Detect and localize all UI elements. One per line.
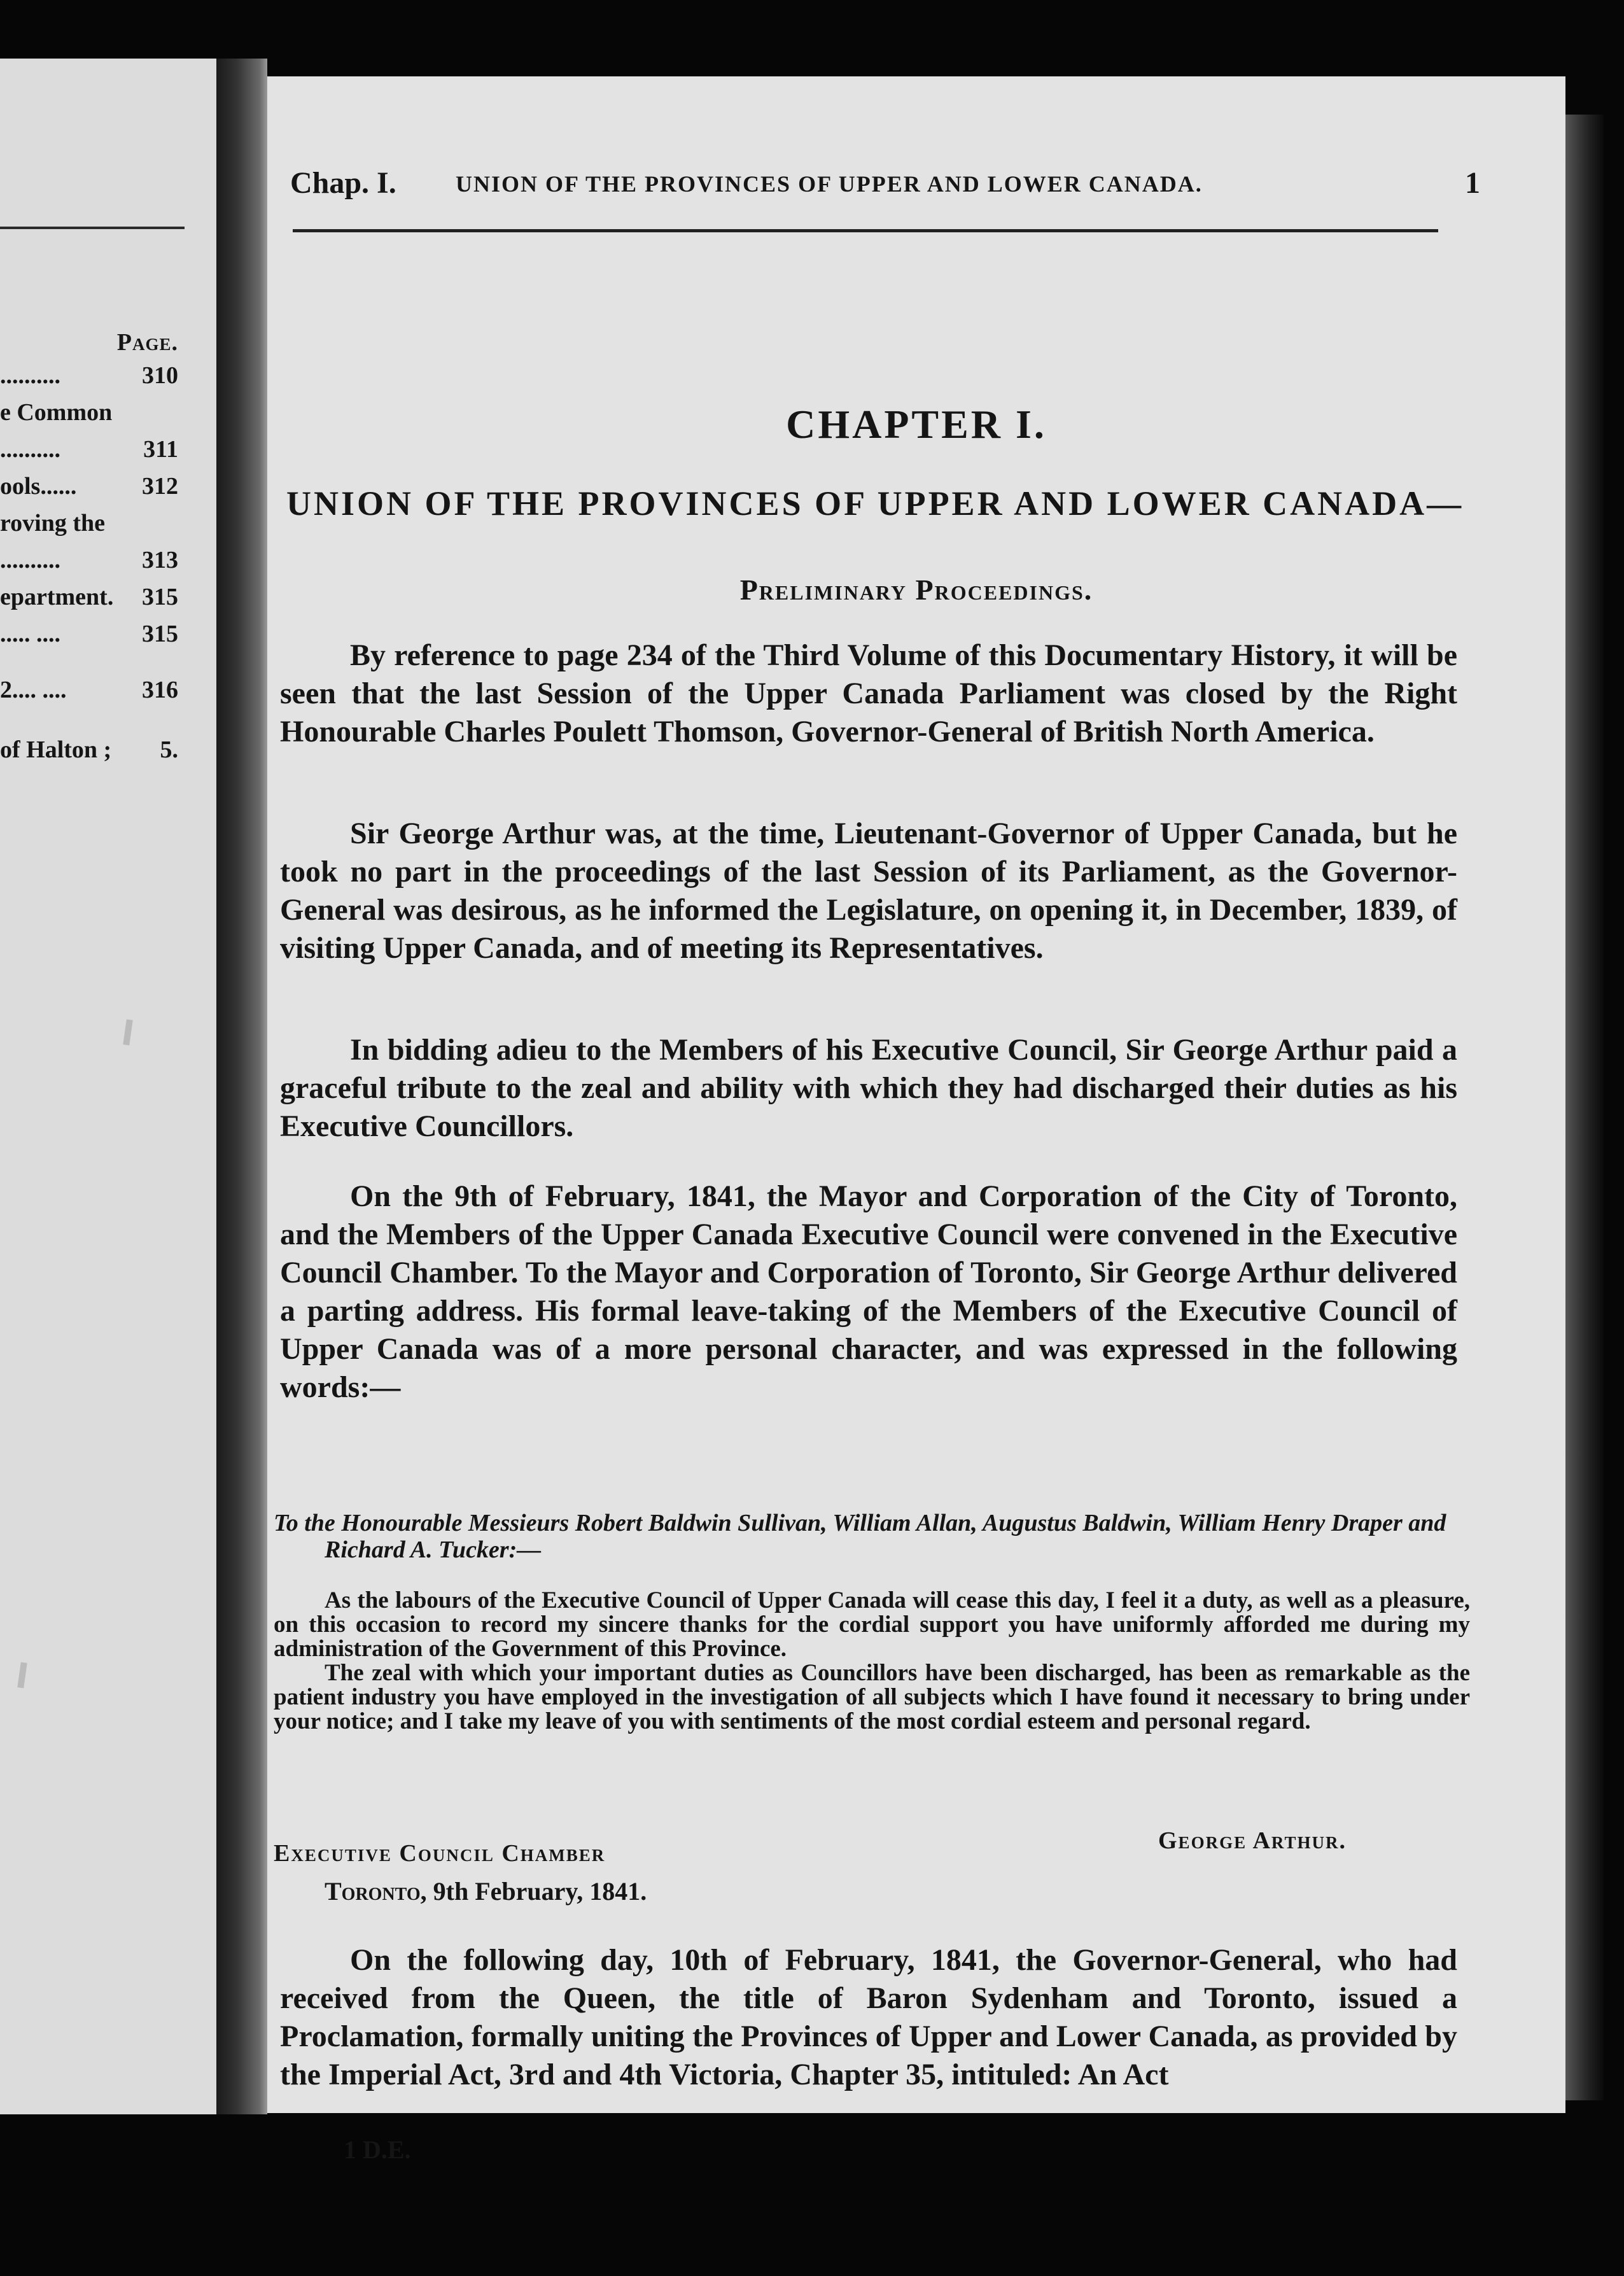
address-dateline [325, 1876, 647, 1906]
address-paragraph: As the labours of the Executive Council of Upper Canada will cease this day, I feel it a duty, as well as a pleasure, on this occasion to record my sincere thanks for the cordial support you have uniformly afforded me during my administration of the Government of this Province. [274, 1587, 1470, 1662]
address-place: Executive Council Chamber [274, 1840, 606, 1867]
printer-signature-mark: 1 D.E. [344, 2135, 411, 2164]
page-number: 1 [1465, 166, 1480, 200]
dateline-city: Toronto, [325, 1877, 427, 1906]
dateline-date: 9th February, 1841. [433, 1877, 647, 1906]
left-page-rule [0, 227, 185, 229]
address-paragraph: The zeal with which your important duties as Councillors have been discharged, has been as remarkable as the patient industry you have employed in the investigation of all subjects which I have found it necessary to bring under your notice; and I take my leave of you with sentiments of the most cordial esteem and personal regard. [274, 1660, 1470, 1734]
paragraph: On the 9th of February, 1841, the Mayor and Corporation of the City of Toronto, and the Members of the Upper Canada Executive Council were convened in the Executive Council Chamber. To the Mayor and Corporation of Toronto, Sir George Arthur delivered a parting address. His formal leave-taking of the Members of the Executive Council of Upper Canada was of a more personal character, and was expressed in the following words:— [280, 1179, 1457, 1404]
toc-page-label: Page. [116, 329, 178, 356]
main-heading: UNION OF THE PROVINCES OF UPPER AND LOWER CANADA— [286, 484, 1464, 523]
chapter-title: CHAPTER I. [786, 402, 1047, 447]
main-page [267, 76, 1565, 2164]
paragraph: By reference to page 234 of the Third Volume of this Documentary History, it will be seen that the last Session of the Upper Canada Parliament was closed by the Right Honourable Charles Poulett Thomson, Governor-General of British North America. [280, 638, 1457, 748]
running-head [290, 165, 1480, 204]
sub-heading: Preliminary Proceedings. [739, 573, 1093, 606]
running-head-title: UNION OF THE PROVINCES OF UPPER AND LOWER CANADA. [456, 171, 1203, 197]
paragraph: In bidding adieu to the Members of his Executive Council, Sir George Arthur paid a graceful tribute to the zeal and ability with which they had discharged their duties as his Executive Councillors. [280, 1033, 1457, 1143]
scan-artifact [17, 1662, 27, 1688]
paragraph: Sir George Arthur was, at the time, Lieutenant-Governor of Upper Canada, but he took no part in the proceedings of the last Session of its Parliament, as the Governor-General was desirous, as he informed the Legislature, on opening it, in December, 1839, of visiting Upper Canada, and of meeting its Representatives. [280, 817, 1457, 965]
scan-artifact [123, 1019, 132, 1045]
book-gutter [216, 59, 267, 2114]
header-rule [293, 229, 1438, 232]
closing-paragraph: On the following day, 10th of February, 1841, the Governor-General, who had received from the Queen, the title of Baron Sydenham and Toronto, issued a Proclamation, formally uniting the Provinces of Upper and Lower Canada, as provided by the Imperial Act, 3rd and 4th Victoria, Chapter 35, intituled: An Act [280, 1943, 1457, 2091]
page-edge-shadow [1565, 115, 1604, 2100]
address-signer: George Arthur. [1158, 1827, 1347, 1854]
running-head-chapter: Chap. I. [290, 166, 396, 200]
left-facing-page: Page. .......... 310 e Common .......... 311 ools...... 312 roving the .......... 313 epartment. 315 ..... .... 315 2.... .... 316 of Halton ; 5. [0, 59, 216, 2114]
address-recipients: To the Honourable Messieurs Robert Baldwin Sullivan, William Allan, Augustus Baldwin, William Henry Draper and Richard A. Tucker:— [274, 1510, 1446, 1563]
